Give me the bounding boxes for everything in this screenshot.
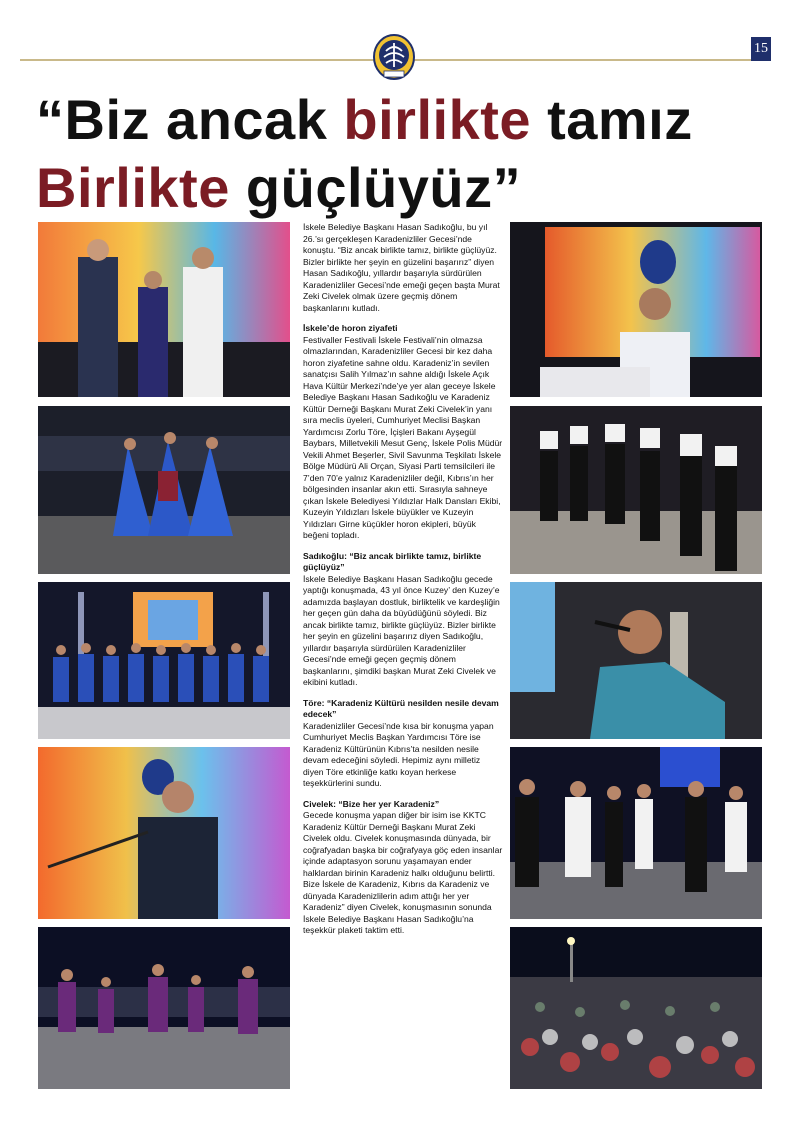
section-title: Töre: “Karadeniz Kültürü nesilden nesile devam edecek” — [303, 697, 499, 719]
audience-dancing-photo — [510, 747, 762, 919]
section-body: İskele Belediye Başkanı Hasan Sadıkoğlu gecede yaptığı konuşmada, 43 yıl önce Kuzey’ den Kuzey’e adamızda başlayan dostluk, birliktelik ve kardeşliğin her geçen gün daha da büyüdüğünü söyledi. Biz ancak birlikte tamız, birlikte güçlüyüz. Bizler birlikte her şeyin en güzelini başarırız diyen Sadıkoğlu, yıllardır başarıyla sürdürülen Karadenizliler Gecesi’nde emeği geçen geçmiş dönem başkanlarını, şimdiki başkan Murat Zeki Civelek ve ekibini kutladı. — [303, 573, 500, 687]
section-body: Festivaller Festivali İskele Festivali’nin olmazsa olmazlarından, Karadenizliler Gecesi bir kez daha horon ziyafetine sahne oldu. Karadeniz’in sevilen sanatçısı Salih Yılmaz’ın sahne aldığı İskele Açık Hava Kültür Merkezi’nde’ye yer alan geceye İskele Belediye Başkanı Hasan Sadıkoğlu ve Karadeniz Kültür Derneği Başkanı Murat Zeki Civelek’in yanı sıra meclis üyeleri, Cumhuriyet Meclisi Başkan Yardımcısı Zorlu Töre, İçişleri Bakanı Ayşegül Baybars, Milletvekili Mesut Genç, İskele Polis Müdür Vekili Ahmet Beşerler, Sivil Savunma Teşkilatı İskele Bölge Müdürü Ali Orçan, Siyasi Parti temsilcileri ile 7’den 70’e yalnız Karadenizliler değil, Kıbrıs’ın her bölgesinden insanlar akın etti. Sırasıyla sahneye çıkan İskele Belediyesi Yıldızlar Halk Dansları Ekibi, Kuzeyin Yıldızları İskele büyükler ve Kuzeyin Yıldızları Girne küçükler horon ekipleri, büyük beğeni topladı. — [303, 334, 503, 540]
article-intro: İskele Belediye Başkanı Hasan Sadıkoğlu, bu yıl 26.’sı gerçekleşen Karadenizliler Gecesi’nde konuştu. “Biz ancak birlikte tamız, birlikte güçlüyüz. Bizler birlikte her şeyin en güzelini başarırız” diyen Hasan Sadıkoğlu, yıllardır başarıyla sürdürülen Karadenizliler Gecesi’nde emeği geçen başta Murat Zeki Civelek olmak üzere geçmiş dönem başkanlarını kutladı. — [303, 222, 500, 313]
municipality-emblem-icon — [372, 33, 416, 85]
headline-line-1: “Biz ancak birlikte tamız — [36, 88, 693, 151]
article-section-tore — [303, 698, 503, 790]
article-section-horon — [303, 323, 503, 542]
crowd-horon-night-photo — [510, 927, 762, 1089]
folk-dancers-stage-photo — [38, 406, 290, 574]
section-body: Gecede konuşma yapan diğer bir isim ise KKTC Karadeniz Kültür Derneği Başkanı Murat Zeki Civelek oldu. Civelek konuşmasında dünyada, bir coğrafyadan başka bir coğrafyaya göç eden insanlar içinde adaptasyon sorunu yaşamayan ender halklardan birinin Karadeniz halkı olduğunu belirtti. Bize İskele de Karadeniz, Kıbrıs da Karadeniz ve dünyada Karadenizlilerin adım attığı her yer Karadeniz” diyen Civelek, konuşmasının sonunda İskele Belediye Başkanı Hasan Sadıkoğlu’na teşekkür plaketi taktim etti. — [303, 810, 503, 935]
award-ceremony-photo — [38, 222, 290, 397]
article-section-civelek — [303, 799, 503, 937]
mayor-speech-photo — [510, 222, 762, 397]
section-title: Sadıkoğlu: “Biz ancak birlikte tamız, birlikte güçlüyüz” — [303, 550, 482, 572]
article-body — [303, 222, 503, 946]
article-section-sadikoglu — [303, 551, 503, 689]
section-title: İskele’de horon ziyafeti — [303, 323, 398, 333]
section-title: Civelek: “Bize her yer Karadeniz” — [303, 798, 440, 809]
dance-troupe-group-photo — [38, 582, 290, 739]
night-dance-performance-photo — [38, 927, 290, 1089]
singer-performing-photo — [510, 582, 762, 739]
horon-dancers-line-photo — [510, 406, 762, 574]
page-number: 15 — [751, 37, 771, 61]
speaker-microphone-photo — [38, 747, 290, 919]
headline-line-2: Birlikte güçlüyüz” — [36, 156, 522, 219]
headline — [36, 86, 776, 222]
section-body: Karadenizliler Gecesi’nde kısa bir konuşma yapan Cumhuriyet Meclis Başkan Yardımcısı Töre ise Karadeniz Kültürünün Kıbrıs’ta nesilden nesile devam edeceğini söyledi. Hepimiz aynı milletiz diyen Töre etkinliğe katkı koyan herkese teşekkürlerini sundu. — [303, 720, 494, 788]
